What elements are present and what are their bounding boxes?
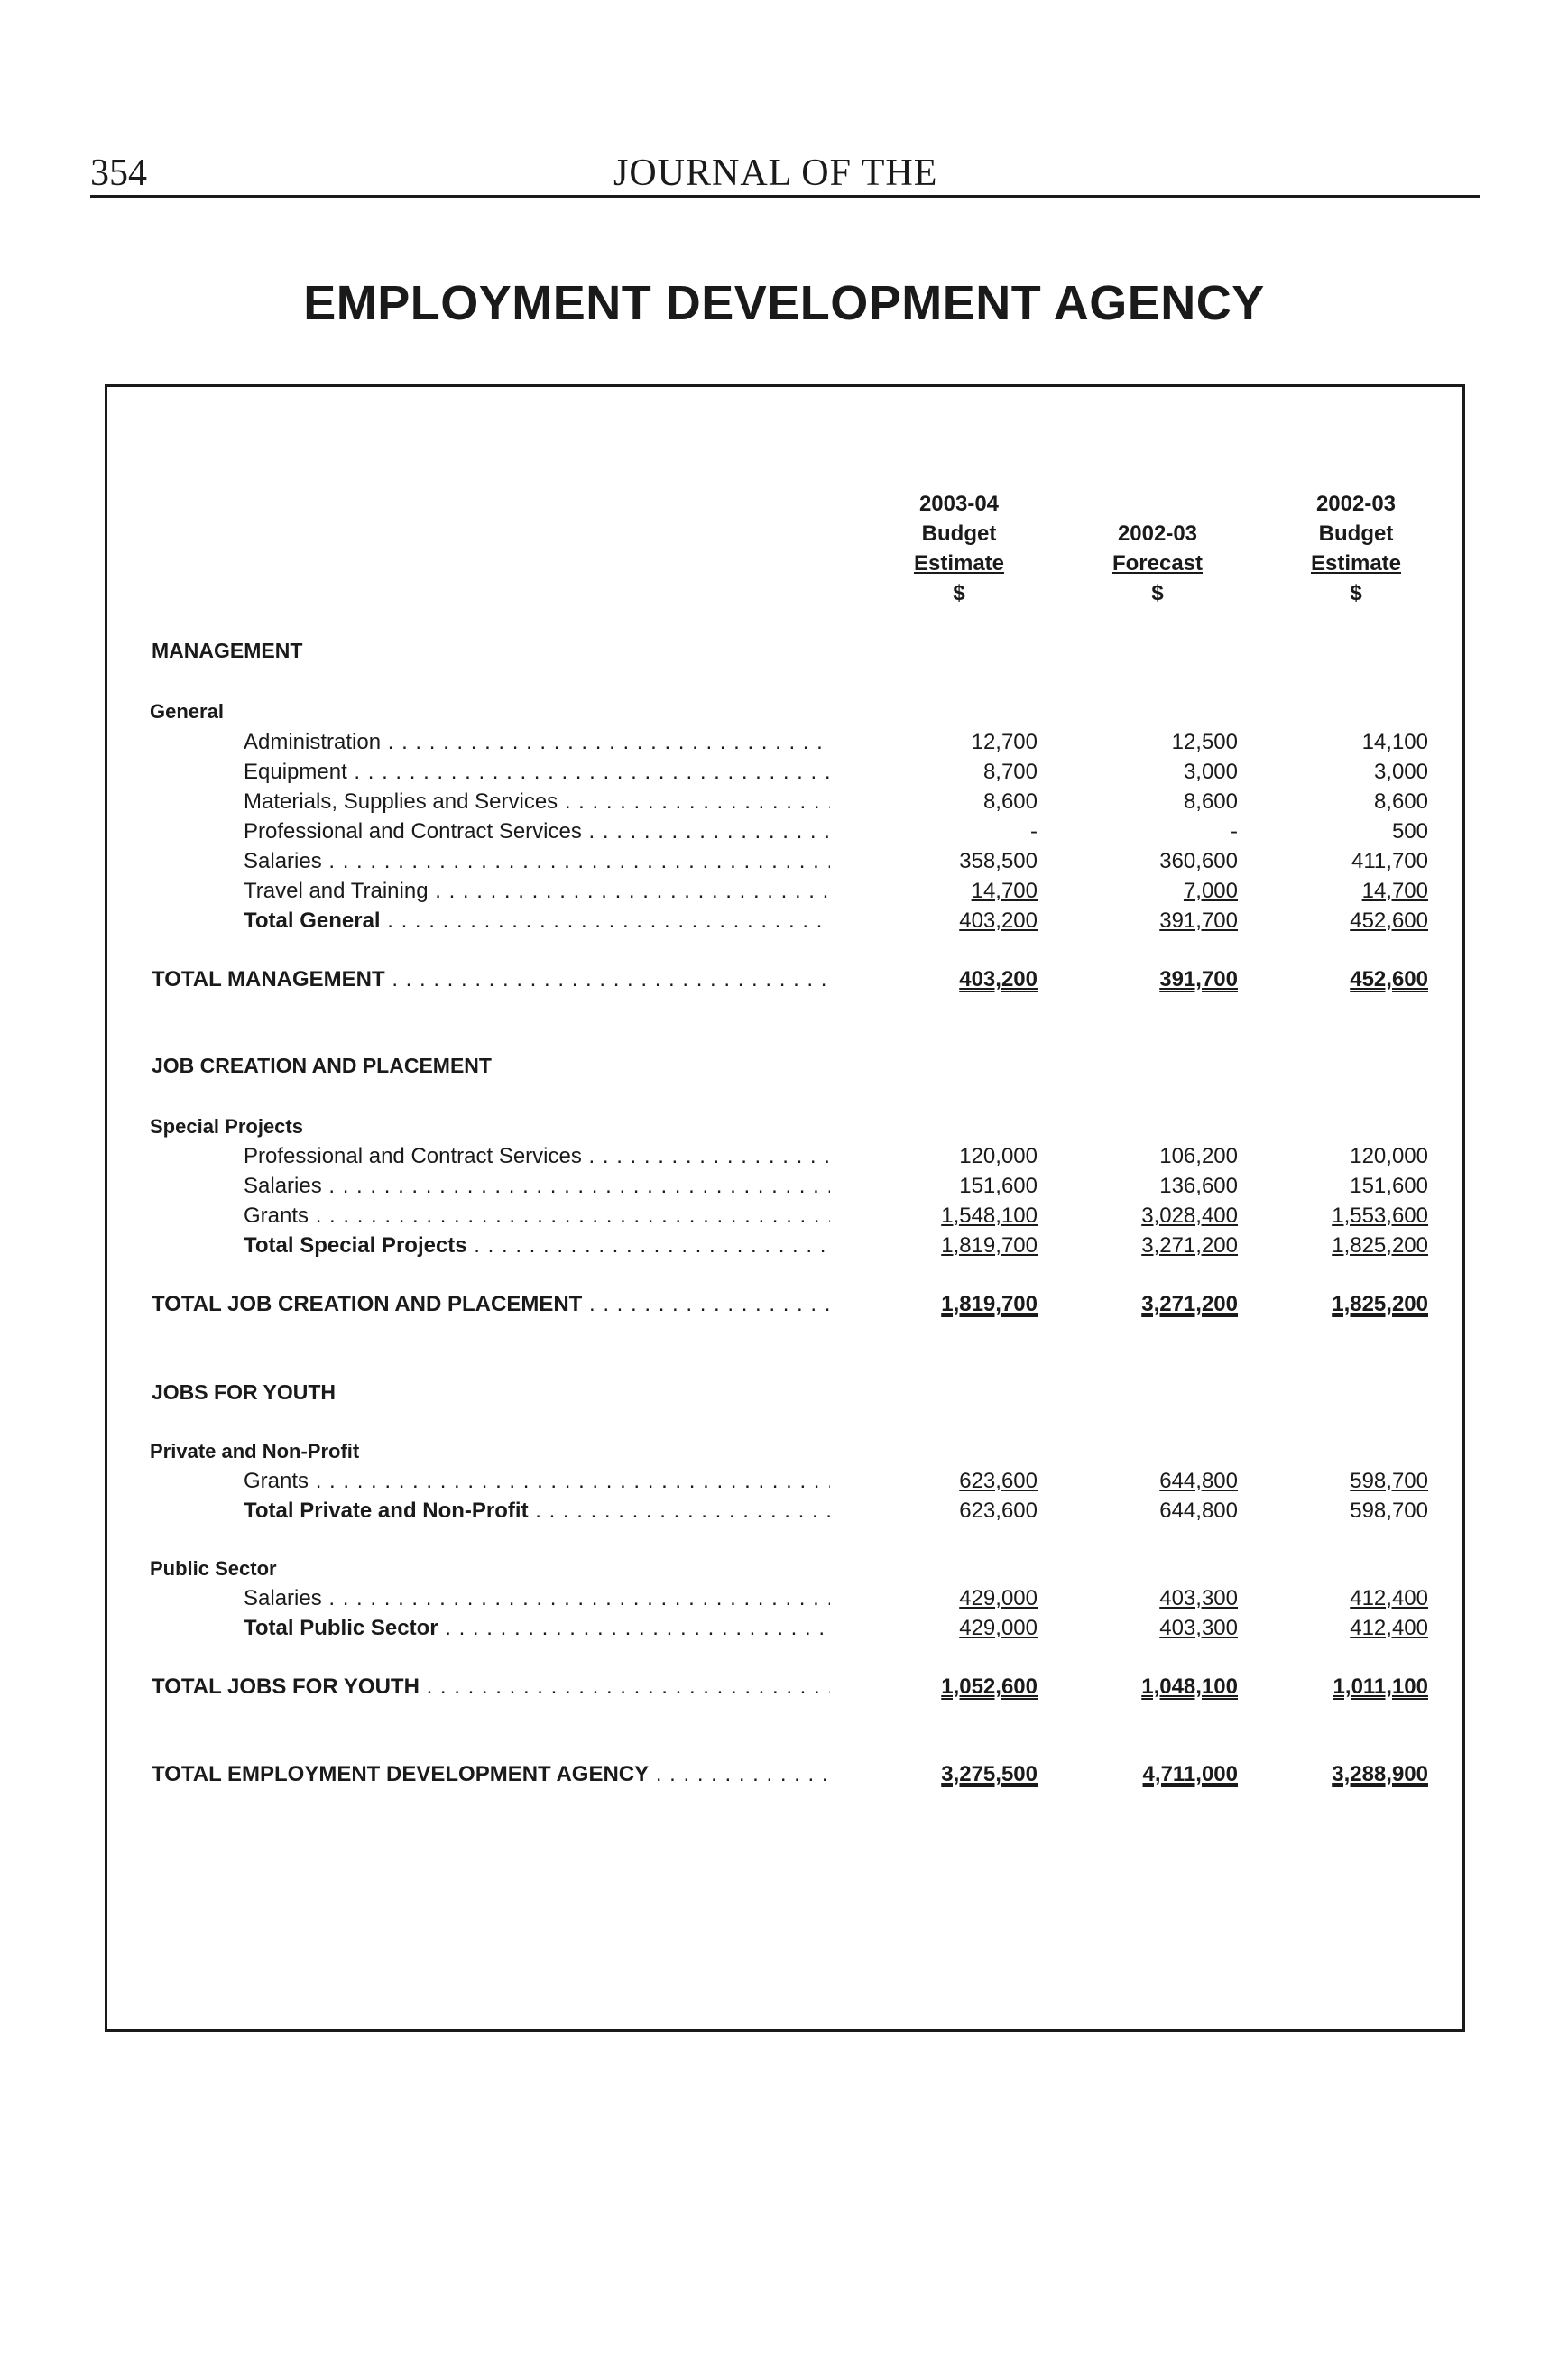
subtotal-row bbox=[0, 1616, 1568, 1643]
value-2003-04-budget: 623,600 bbox=[959, 1499, 1038, 1523]
table-row bbox=[0, 849, 1568, 876]
value-2003-04-budget: 14,700 bbox=[971, 879, 1038, 903]
value-2002-03-forecast: 644,800 bbox=[1159, 1499, 1238, 1523]
value-2002-03-budget: 452,600 bbox=[1350, 967, 1428, 992]
value-2002-03-budget: 1,825,200 bbox=[1332, 1233, 1428, 1258]
total-row bbox=[0, 967, 1568, 994]
value-2003-04-budget: 1,548,100 bbox=[941, 1204, 1038, 1228]
value-2003-04-budget: - bbox=[1030, 819, 1038, 844]
value-2002-03-forecast: 403,300 bbox=[1159, 1616, 1238, 1640]
value-2003-04-budget: 623,600 bbox=[959, 1469, 1038, 1493]
value-2002-03-budget: 411,700 bbox=[1351, 849, 1428, 873]
row-label: Total Special Projects . . . bbox=[244, 1233, 830, 1259]
row-label: Equipment . . . bbox=[244, 760, 830, 785]
column-header-line1: 2002-03 bbox=[1315, 492, 1397, 516]
subsection-heading-private-non-profit: Private and Non-Profit bbox=[150, 1440, 360, 1462]
value-2003-04-budget: 1,819,700 bbox=[941, 1292, 1038, 1316]
value-2002-03-budget: 598,700 bbox=[1350, 1499, 1428, 1523]
value-2002-03-forecast: 7,000 bbox=[1183, 879, 1238, 903]
row-label: Total Public Sector . . . bbox=[244, 1616, 830, 1641]
value-2002-03-forecast: 403,300 bbox=[1159, 1586, 1238, 1610]
row-label: Administration . . . bbox=[244, 730, 830, 755]
table-row bbox=[0, 789, 1568, 816]
value-2002-03-forecast: 3,028,400 bbox=[1141, 1204, 1238, 1228]
column-header-unit: $ bbox=[1350, 581, 1362, 605]
table-row bbox=[0, 1144, 1568, 1171]
value-2002-03-budget: 500 bbox=[1391, 819, 1428, 844]
column-header-line2: 2002-03 bbox=[1117, 521, 1198, 546]
row-label: TOTAL JOBS FOR YOUTH . . . bbox=[152, 1674, 830, 1700]
row-label: Total General . . . bbox=[244, 909, 830, 934]
column-header-line2: Budget bbox=[1318, 521, 1394, 546]
value-2002-03-forecast: 3,271,200 bbox=[1141, 1292, 1238, 1316]
value-2002-03-forecast: 136,600 bbox=[1159, 1174, 1238, 1198]
row-label: Professional and Contract Services . . . bbox=[244, 1144, 830, 1169]
value-2002-03-forecast: 3,271,200 bbox=[1141, 1233, 1238, 1258]
value-2003-04-budget: 3,275,500 bbox=[941, 1762, 1038, 1786]
value-2002-03-budget: 151,600 bbox=[1350, 1174, 1428, 1198]
table-row bbox=[0, 819, 1568, 846]
column-header-line1: 2003-04 bbox=[918, 492, 1000, 516]
value-2003-04-budget: 1,052,600 bbox=[941, 1674, 1038, 1699]
subtotal-row bbox=[0, 909, 1568, 936]
column-header-line3: Estimate bbox=[1310, 551, 1402, 576]
value-2002-03-forecast: 8,600 bbox=[1183, 789, 1238, 814]
value-2002-03-budget: 8,600 bbox=[1373, 789, 1428, 814]
value-2003-04-budget: 151,600 bbox=[959, 1174, 1038, 1198]
section-heading-management: MANAGEMENT bbox=[152, 639, 303, 662]
running-head: JOURNAL OF THE bbox=[613, 152, 938, 194]
value-2003-04-budget: 429,000 bbox=[959, 1586, 1038, 1610]
column-header-2002-03-budget bbox=[1270, 489, 1442, 608]
subsection-heading-public-sector: Public Sector bbox=[150, 1557, 277, 1580]
value-2003-04-budget: 358,500 bbox=[959, 849, 1038, 873]
header-rule bbox=[90, 195, 1480, 198]
table-row bbox=[0, 1174, 1568, 1201]
value-2002-03-forecast: 644,800 bbox=[1159, 1469, 1238, 1493]
table-row bbox=[0, 1469, 1568, 1496]
value-2002-03-forecast: 3,000 bbox=[1183, 760, 1238, 784]
column-header-line3: Estimate bbox=[913, 551, 1005, 576]
column-header-2003-04-budget bbox=[873, 489, 1045, 608]
value-2002-03-budget: 14,100 bbox=[1361, 730, 1428, 754]
table-row bbox=[0, 1204, 1568, 1231]
value-2003-04-budget: 8,600 bbox=[982, 789, 1038, 814]
value-2003-04-budget: 120,000 bbox=[959, 1144, 1038, 1168]
column-header-line3: Forecast bbox=[1111, 551, 1204, 576]
row-label: TOTAL EMPLOYMENT DEVELOPMENT AGENCY . . . bbox=[152, 1762, 830, 1787]
value-2002-03-forecast: 106,200 bbox=[1159, 1144, 1238, 1168]
value-2002-03-budget: 3,000 bbox=[1373, 760, 1428, 784]
section-heading-jobs-for-youth: JOBS FOR YOUTH bbox=[152, 1380, 337, 1404]
row-label: Salaries . . . bbox=[244, 1586, 830, 1611]
value-2003-04-budget: 8,700 bbox=[982, 760, 1038, 784]
row-label: Total Private and Non-Profit . . . bbox=[244, 1499, 830, 1524]
column-header-line2: Budget bbox=[921, 521, 997, 546]
grand-total-row bbox=[0, 1762, 1568, 1789]
value-2002-03-budget: 412,400 bbox=[1350, 1586, 1428, 1610]
value-2002-03-forecast: 391,700 bbox=[1159, 909, 1238, 933]
subsection-heading-general: General bbox=[150, 700, 224, 723]
row-label: TOTAL MANAGEMENT . . . bbox=[152, 967, 830, 992]
row-label: Salaries . . . bbox=[244, 849, 830, 874]
row-label: Grants . . . bbox=[244, 1469, 830, 1494]
subtotal-row bbox=[0, 1233, 1568, 1260]
row-label: Grants . . . bbox=[244, 1204, 830, 1229]
value-2002-03-forecast: 1,048,100 bbox=[1141, 1674, 1238, 1699]
table-row bbox=[0, 1586, 1568, 1613]
subsection-heading-special-projects: Special Projects bbox=[150, 1115, 303, 1138]
value-2003-04-budget: 1,819,700 bbox=[941, 1233, 1038, 1258]
value-2002-03-budget: 412,400 bbox=[1350, 1616, 1428, 1640]
value-2002-03-budget: 3,288,900 bbox=[1332, 1762, 1428, 1786]
value-2002-03-budget: 14,700 bbox=[1361, 879, 1428, 903]
value-2002-03-forecast: 391,700 bbox=[1159, 967, 1238, 992]
value-2003-04-budget: 403,200 bbox=[959, 967, 1038, 992]
table-row bbox=[0, 760, 1568, 787]
value-2002-03-forecast: 4,711,000 bbox=[1142, 1762, 1238, 1786]
value-2002-03-forecast: 360,600 bbox=[1159, 849, 1238, 873]
value-2002-03-forecast: 12,500 bbox=[1171, 730, 1238, 754]
row-label: Materials, Supplies and Services . . . bbox=[244, 789, 830, 815]
column-header-unit: $ bbox=[1151, 581, 1164, 605]
column-header-2002-03-forecast bbox=[1072, 519, 1243, 608]
value-2002-03-budget: 452,600 bbox=[1350, 909, 1428, 933]
subtotal-row bbox=[0, 1499, 1568, 1526]
value-2002-03-budget: 120,000 bbox=[1350, 1144, 1428, 1168]
agency-title: EMPLOYMENT DEVELOPMENT AGENCY bbox=[303, 276, 1265, 330]
row-label: Salaries . . . bbox=[244, 1174, 830, 1199]
value-2003-04-budget: 12,700 bbox=[971, 730, 1038, 754]
row-label: Travel and Training . . . bbox=[244, 879, 830, 904]
value-2003-04-budget: 403,200 bbox=[959, 909, 1038, 933]
total-row bbox=[0, 1292, 1568, 1319]
row-label: TOTAL JOB CREATION AND PLACEMENT . . . bbox=[152, 1292, 830, 1317]
section-heading-job-creation: JOB CREATION AND PLACEMENT bbox=[152, 1054, 492, 1077]
table-row bbox=[0, 879, 1568, 906]
value-2002-03-budget: 598,700 bbox=[1350, 1469, 1428, 1493]
total-row bbox=[0, 1674, 1568, 1702]
value-2002-03-budget: 1,011,100 bbox=[1333, 1674, 1428, 1699]
page-number: 354 bbox=[90, 152, 147, 194]
value-2002-03-budget: 1,553,600 bbox=[1332, 1204, 1428, 1228]
value-2003-04-budget: 429,000 bbox=[959, 1616, 1038, 1640]
row-label: Professional and Contract Services . . . bbox=[244, 819, 830, 844]
value-2002-03-forecast: - bbox=[1231, 819, 1238, 844]
value-2002-03-budget: 1,825,200 bbox=[1332, 1292, 1428, 1316]
table-row bbox=[0, 730, 1568, 757]
column-header-unit: $ bbox=[953, 581, 965, 605]
